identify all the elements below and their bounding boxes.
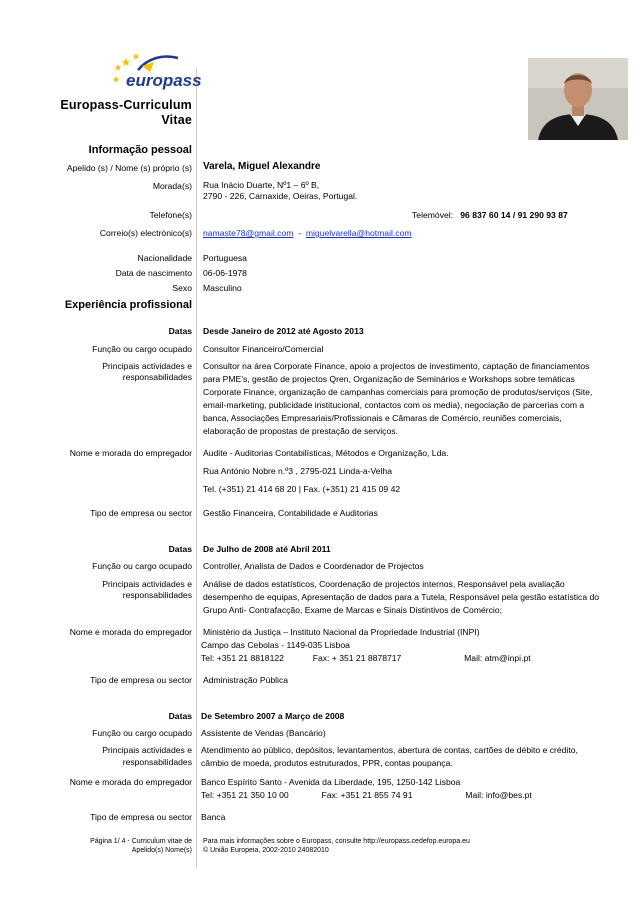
email-values	[203, 228, 633, 239]
footer-page-line2: Apelido(s) Nome(s)	[131, 847, 192, 854]
email-link-1[interactable]: namaste78@gmail.com	[203, 228, 294, 238]
job2-employer-line1: Ministério da Justiça – Instituto Nacional da Propriedade Industrial (INPI)	[203, 627, 480, 637]
document-title	[52, 98, 192, 128]
job3-employer-contacts	[201, 790, 631, 801]
birthdate-label: Data de nascimento	[115, 268, 192, 278]
address-line2: 2790 - 226, Carnaxide, Oeiras, Portugal.	[203, 191, 358, 201]
job3-dates: De Setembro 2007 a Março de 2008	[201, 711, 345, 721]
job3-dates-label: Datas	[168, 711, 192, 721]
job3-employer-label: Nome e morada do empregador	[69, 777, 192, 787]
europass-logo	[108, 48, 202, 94]
address-label: Morada(s)	[152, 181, 192, 191]
job2-employer-contacts	[201, 653, 631, 664]
job1-sector: Gestão Financeira, Contabilidade e Auditorias	[203, 508, 378, 518]
section-personal-info: Informação pessoal	[88, 144, 192, 156]
address-line1: Rua Inácio Duarte, Nº1 – 6º B,	[203, 180, 320, 190]
job2-duties-label-1: Principais actividades e	[102, 579, 192, 589]
nationality-label: Nacionalidade	[137, 253, 192, 263]
job3-employer-fax: Fax: +351 21 855 74 91	[321, 790, 413, 800]
job1-duties-line3: Corporate Finance, organização de campanhas comerciais para promoção de produtos/serviços (Site,	[203, 387, 593, 397]
sex-value: Masculino	[203, 283, 242, 293]
job3-employer-mail: Mail: info@bes.pt	[465, 790, 532, 800]
job2-role: Controller, Analista de Dados e Coordenador de Projectos	[203, 561, 424, 571]
job1-role-label: Função ou cargo ocupado	[92, 344, 192, 354]
job2-employer-label: Nome e morada do empregador	[69, 627, 192, 637]
job1-employer-line2: Rua António Nobre n.º3 , 2795-021 Linda-a-Velha	[203, 466, 392, 476]
sex-label: Sexo	[172, 283, 192, 293]
nationality-value: Portuguesa	[203, 253, 247, 263]
job2-employer-fax: Fax: + 351 21 8878717	[312, 653, 402, 663]
job2-sector: Administração Pública	[203, 675, 289, 685]
birthdate-value: 06-06-1978	[203, 268, 247, 278]
job1-sector-label: Tipo de empresa ou sector	[90, 508, 192, 518]
phone-label: Telefone(s)	[149, 210, 192, 220]
job1-dates: Desde Janeiro de 2012 até Agosto 2013	[203, 326, 364, 336]
profile-photo	[528, 58, 628, 140]
job1-duties-line2: para PME’s, gestão de projectos Qren, Organização de Seminários e Workshops sobre temáticas	[203, 374, 575, 384]
email-separator: -	[298, 228, 302, 238]
footer-copyright: © União Europeia, 2002-2010 24082010	[203, 847, 329, 854]
job3-duties-label-1: Principais actividades e	[102, 745, 192, 755]
mobile-label: Telemóvel:	[412, 210, 454, 220]
footer-page-line1: Página 1/ 4 - Curriculum vitae de	[90, 838, 192, 845]
job1-duties-label-2: responsabilidades	[122, 372, 192, 382]
job1-duties-label-1: Principais actividades e	[102, 361, 192, 371]
email-link-2[interactable]: miguelvarella@hotmail.com	[305, 228, 412, 238]
svg-text:europass: europass	[126, 71, 202, 90]
mobile-number: 96 837 60 14 / 91 290 93 87	[460, 210, 568, 220]
job3-duties-label-2: responsabilidades	[122, 757, 192, 767]
job3-duties-line2: câmbio de moeda, produtos estruturados, PPR, contas poupança.	[201, 758, 453, 768]
job3-role-label: Função ou cargo ocupado	[92, 728, 192, 738]
job1-duties-line1: Consultor na área Corporate Finance, apoio a projectos de investimento, captação de financiamentos	[203, 361, 590, 371]
job1-employer-line1: Audite - Auditorias Contabilísticas, Métodos e Organização, Lda.	[203, 448, 449, 458]
job3-duties-line1: Atendimento ao público, depósitos, levantamentos, abertura de contas, cartões de débito e crédito,	[201, 745, 578, 755]
job1-employer-label: Nome e morada do empregador	[69, 448, 192, 458]
name-label: Apelido (s) / Nome (s) próprio (s)	[66, 163, 192, 173]
job2-dates: De Julho de 2008 até Abril 2011	[203, 544, 331, 554]
job3-sector: Banca	[201, 812, 226, 822]
footer-info-line1: Para mais informações sobre o Europass, consulte http://europass.cedefop.europa.eu	[203, 838, 470, 845]
footer-europass-info	[203, 837, 470, 855]
job2-employer-line2: Campo das Cebolas - 1149-035 Lisboa	[201, 640, 350, 650]
job1-duties-line5: banca, Associações Empresariais/Profissionais e Câmaras de Comércio, reuniões comerciais,	[203, 413, 562, 423]
job1-duties-line4: email-marketing, publicidade institucional, contactos com os media), negociação de parcerias com a	[203, 400, 585, 410]
job1-role: Consultor Financeiro/Comercial	[203, 344, 324, 354]
footer-page-info	[90, 837, 192, 855]
job2-role-label: Função ou cargo ocupado	[92, 561, 192, 571]
job2-duties-label-2: responsabilidades	[122, 590, 192, 600]
job3-sector-label: Tipo de empresa ou sector	[90, 812, 192, 822]
document-title-line1: Europass-Curriculum	[60, 98, 192, 112]
mobile-phone	[412, 210, 568, 221]
job1-duties-line6: elaboração de propostas de prestação de serviços.	[203, 426, 398, 436]
document-title-line2: Vitae	[161, 113, 192, 127]
job3-role: Assistente de Vendas (Bancário)	[201, 728, 326, 738]
job2-employer-tel: Tel: +351 21 8818122	[201, 653, 284, 663]
email-label: Correio(s) electrónico(s)	[99, 228, 192, 238]
job2-employer-mail: Mail: atm@inpi.pt	[464, 653, 531, 663]
column-divider	[196, 68, 197, 868]
job2-duties-line2: desempenho de equipas, Apresentação de dados para a Tutela, Responsável pela gestão estatística do	[203, 592, 600, 602]
job1-employer-line3: Tel. (+351) 21 414 68 20 | Fax. (+351) 21 415 09 42	[203, 484, 401, 494]
job1-dates-label: Datas	[168, 326, 192, 336]
job3-employer-tel: Tel: +351 21 350 10 00	[201, 790, 289, 800]
job3-employer-line1: Banco Espírito Santo - Avenida da Liberdade, 195, 1250-142 Lisboa	[201, 777, 461, 787]
job2-duties-line1: Análise de dados estatísticos, Coordenação de projectos internos, Responsável pela avaliação	[203, 579, 565, 589]
europass-logo-icon	[108, 48, 202, 94]
job2-sector-label: Tipo de empresa ou sector	[90, 675, 192, 685]
job2-duties-line3: Grupo Anti- Contrafacção, Exame de Marcas e Sinais Distintivos de Comércio;	[203, 605, 502, 615]
full-name: Varela, Miguel Alexandre	[203, 161, 321, 172]
job2-dates-label: Datas	[168, 544, 192, 554]
section-experience: Experiência profissional	[64, 299, 192, 311]
